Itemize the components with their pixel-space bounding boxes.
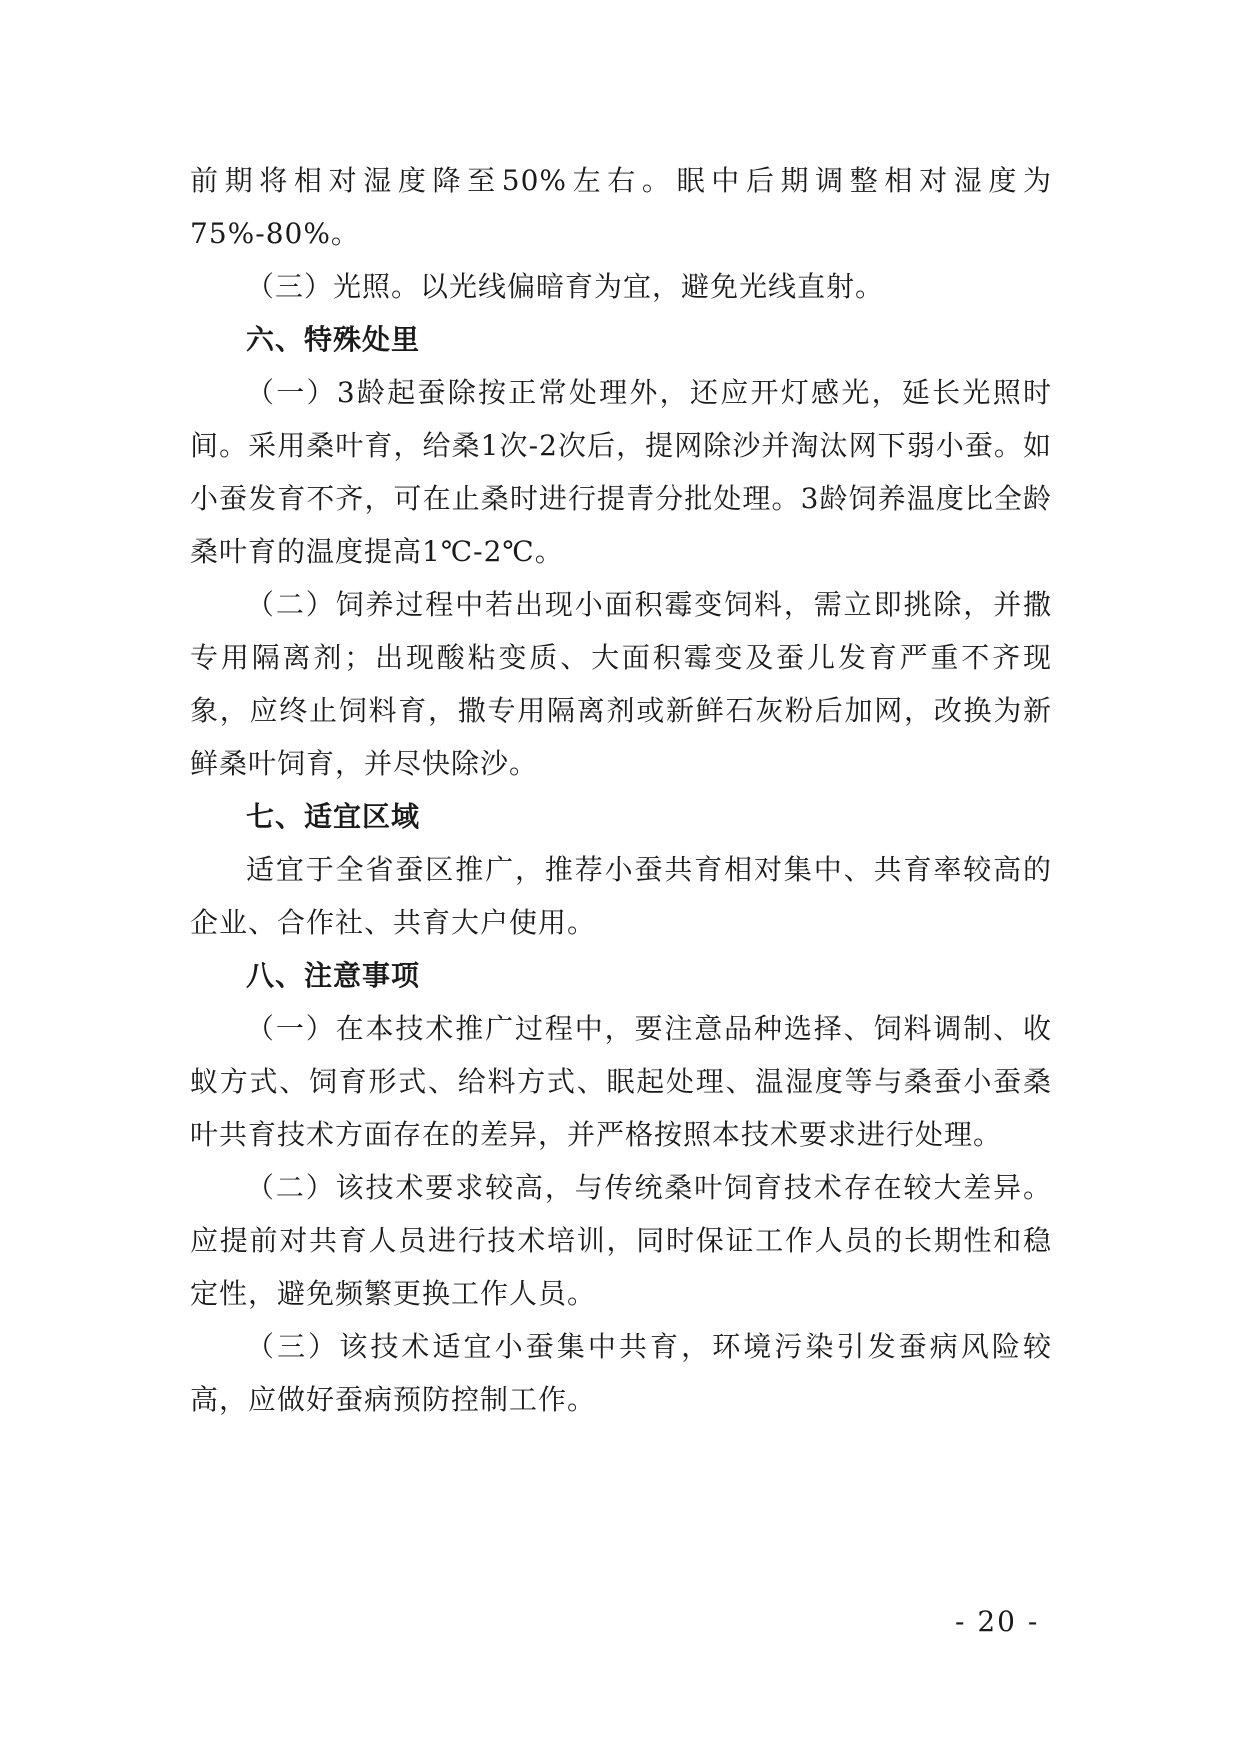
paragraph-precautions-2: （二）该技术要求较高，与传统桑叶饲育技术存在较大差异。应提前对共育人员进行技术培训，同时保证工作人员的长期性和稳定性，避免频繁更换工作人员。 — [190, 1171, 1052, 1310]
section-heading-special-handling: 六、特殊处里 — [246, 323, 421, 356]
paragraph-special-handling-2: （二）饲养过程中若出现小面积霉变饲料，需立即挑除，并撒专用隔离剂；出现酸粘变质、大面积霉变及蚕儿发育严重不齐现象，应终止饲料育，撒专用隔离剂或新鲜石灰粉后加网，改换为新鲜桑叶饲育，并尽快除沙。 — [190, 588, 1052, 780]
paragraph-precautions-3: （三）该技术适宜小蚕集中共育，环境污染引发蚕病风险较高，应做好蚕病预防控制工作。 — [190, 1330, 1052, 1416]
paragraph-humidity-continued: 前期将相对湿度降至50%左右。眠中后期调整相对湿度为75%-80%。 — [190, 164, 1052, 250]
section-heading-suitable-region: 七、适宜区域 — [246, 800, 421, 833]
paragraph-lighting: （三）光照。以光线偏暗育为宜，避免光线直射。 — [246, 270, 885, 303]
paragraph-special-handling-1: （一）3龄起蚕除按正常处理外，还应开灯感光，延长光照时间。采用桑叶育，给桑1次-2次后，提网除沙并淘汰网下弱小蚕。如小蚕发育不齐，可在止桑时进行提青分批处理。3龄饲养温度比全龄桑叶育的温度提高1℃-2℃。 — [190, 376, 1052, 568]
section-heading-precautions: 八、注意事项 — [246, 959, 421, 992]
page-number: - 20 - — [955, 1605, 1040, 1638]
paragraph-suitable-region: 适宜于全省蚕区推广，推荐小蚕共育相对集中、共育率较高的企业、合作社、共育大户使用。 — [190, 853, 1052, 939]
document-body — [190, 154, 1052, 1426]
paragraph-precautions-1: （一）在本技术推广过程中，要注意品种选择、饲料调制、收蚁方式、饲育形式、给料方式、眠起处理、温湿度等与桑蚕小蚕桑叶共育技术方面存在的差异，并严格按照本技术要求进行处理。 — [190, 1012, 1052, 1151]
